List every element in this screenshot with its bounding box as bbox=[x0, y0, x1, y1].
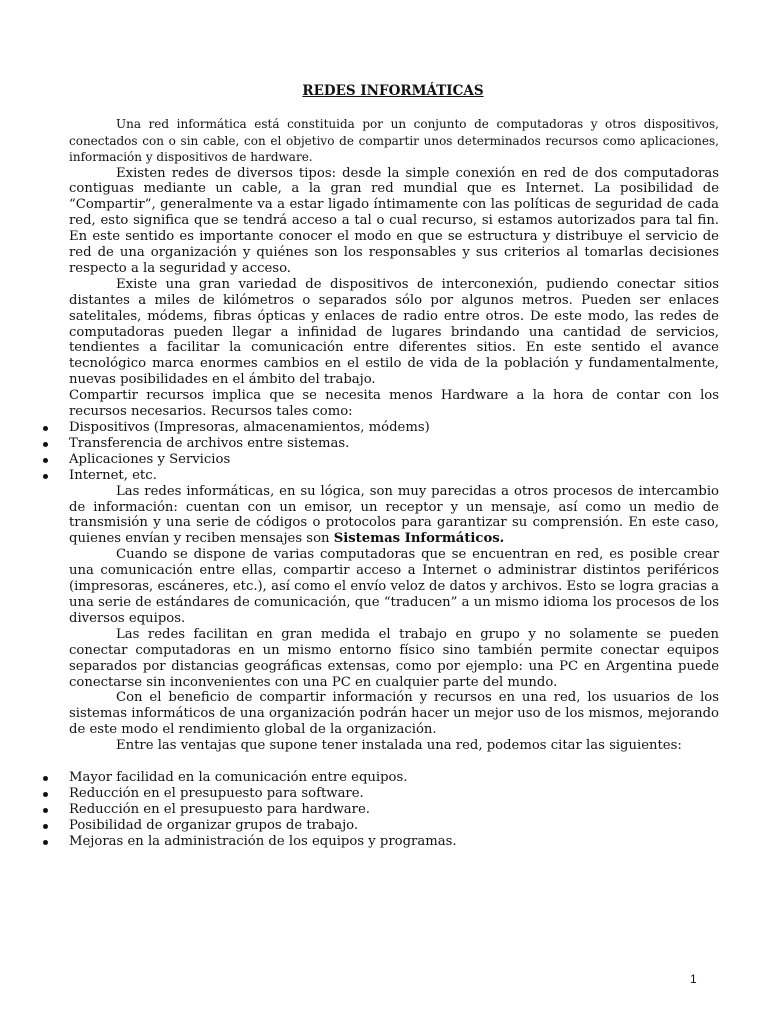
document-title: REDES INFORMÁTICAS bbox=[302, 83, 484, 99]
paragraph-logic bbox=[69, 484, 719, 548]
list-item-text: Dispositivos (Impresoras, almacenamientos, módems) bbox=[69, 420, 430, 435]
paragraph-devices: Existe una gran variedad de dispositivos de interconexión, pudiendo conectar sitios distantes a miles de kilómetros o separados sólo por algunos metros. Pueden ser enlaces satelitales, módems, fibras ópticas y enlaces de radio entre otros. De este modo, las redes de computadoras pueden llegar a infinidad de lugares brindando una cantidad de servicios, tendientes a facilitar la comunicación entre diferentes sitios. En este sentido el avance tecnológico marca enormes cambios en el estilo de vida de la población y fundamentalmente, nuevas posibilidades en el ámbito del trabajo. bbox=[69, 276, 719, 388]
document-body bbox=[69, 116, 719, 850]
sistemas-informaticos-bold: Sistemas Informáticos. bbox=[333, 531, 505, 547]
list-item-text: Posibilidad de organizar grupos de trabajo. bbox=[69, 817, 359, 833]
list-item-text: Reducción en el presupuesto para hardware. bbox=[69, 801, 370, 817]
bullet-icon bbox=[43, 474, 48, 479]
bullet-icon bbox=[43, 808, 48, 813]
paragraph-benefit: Con el beneficio de compartir información y recursos en una red, los usuarios de los sistemas informáticos de una organización podrán hacer un mejor uso de los mismos, mejorando de este modo el rendimiento global de la organización. bbox=[69, 690, 719, 738]
list-item-text: Mejoras en la administración de los equipos y programas. bbox=[69, 833, 457, 849]
list-item-text: Transferencia de archivos entre sistemas. bbox=[69, 435, 350, 451]
list-item bbox=[50, 834, 719, 850]
list-item bbox=[50, 786, 719, 802]
paragraph-intro: Una red informática está constituida por un conjunto de computadoras y otros dispositivos, conectados con o sin cable, con el objetivo de compartir unos determinados recursos como aplicaciones, información y dispositivos de hardware. bbox=[69, 117, 719, 164]
resources-list bbox=[69, 420, 719, 484]
list-item-text: Reducción en el presupuesto para software. bbox=[69, 785, 364, 801]
paragraph-logic-text: Las redes informáticas, en su lógica, son muy parecidas a otros procesos de intercambio de información: cuentan con un emisor, un receptor y un mensaje, así como un medio de transmisión y una serie de códigos o protocolos para garantizar su comprensión. En este caso, quienes envían y reciben mensajes son bbox=[69, 483, 719, 547]
bullet-icon bbox=[43, 458, 48, 463]
list-item bbox=[50, 802, 719, 818]
list-item bbox=[50, 770, 719, 786]
bullet-icon bbox=[43, 824, 48, 829]
list-item bbox=[50, 436, 719, 452]
list-item bbox=[50, 420, 719, 436]
list-item bbox=[50, 818, 719, 834]
spacer bbox=[69, 754, 719, 770]
bullet-icon bbox=[43, 776, 48, 781]
paragraph-sharing: Compartir recursos implica que se necesita menos Hardware a la hora de contar con los recursos necesarios. Recursos tales como: bbox=[69, 388, 719, 420]
paragraph-communication: Cuando se dispone de varias computadoras que se encuentran en red, es posible crear una comunicación entre ellas, compartir acceso a Internet o administrar distintos periféricos (impresoras, escáneres, etc.), así como el envío veloz de datos y archivos. Esto se logra gracias a una serie de estándares de comunicación, que “traducen” a un mismo idioma los procesos de los diversos equipos. bbox=[69, 547, 719, 626]
bullet-icon bbox=[43, 426, 48, 431]
list-item bbox=[50, 452, 719, 468]
list-item-text: Mayor facilidad en la comunicación entre equipos. bbox=[69, 770, 408, 786]
list-item-text: Aplicaciones y Servicios bbox=[69, 451, 231, 467]
paragraph-groupwork: Las redes facilitan en gran medida el trabajo en grupo y no solamente se pueden conectar computadoras en un mismo entorno físico sino también permite conectar equipos separados por distancias geográficas extensas, como por ejemplo: una PC en Argentina puede conectarse sin inconvenientes con una PC en cualquier parte del mundo. bbox=[69, 626, 719, 690]
bullet-icon bbox=[43, 840, 48, 845]
paragraph-advantages: Entre las ventajas que supone tener instalada una red, podemos citar las siguientes: bbox=[116, 738, 682, 754]
advantages-list bbox=[69, 770, 719, 850]
bullet-icon bbox=[43, 792, 48, 797]
list-item bbox=[50, 468, 719, 484]
page-number: 1 bbox=[690, 972, 697, 986]
list-item-text: Internet, etc. bbox=[69, 467, 157, 483]
paragraph-types: Existen redes de diversos tipos: desde la simple conexión en red de dos computadoras contiguas mediante un cable, a la gran red mundial que es Internet. La posibilidad de “Compartir”, generalmente va a estar ligado íntimamente con las políticas de seguridad de cada red, esto significa que se tendrá acceso a tal o cual recurso, si estamos autorizados para tal fin. En este sentido es importante conocer el modo en que se estructura y distribuye el servicio de red de una organización y quiénes son los responsables y sus criterios al tomarlas decisiones respecto a la seguridad y acceso. bbox=[69, 165, 719, 276]
bullet-icon bbox=[43, 442, 48, 447]
